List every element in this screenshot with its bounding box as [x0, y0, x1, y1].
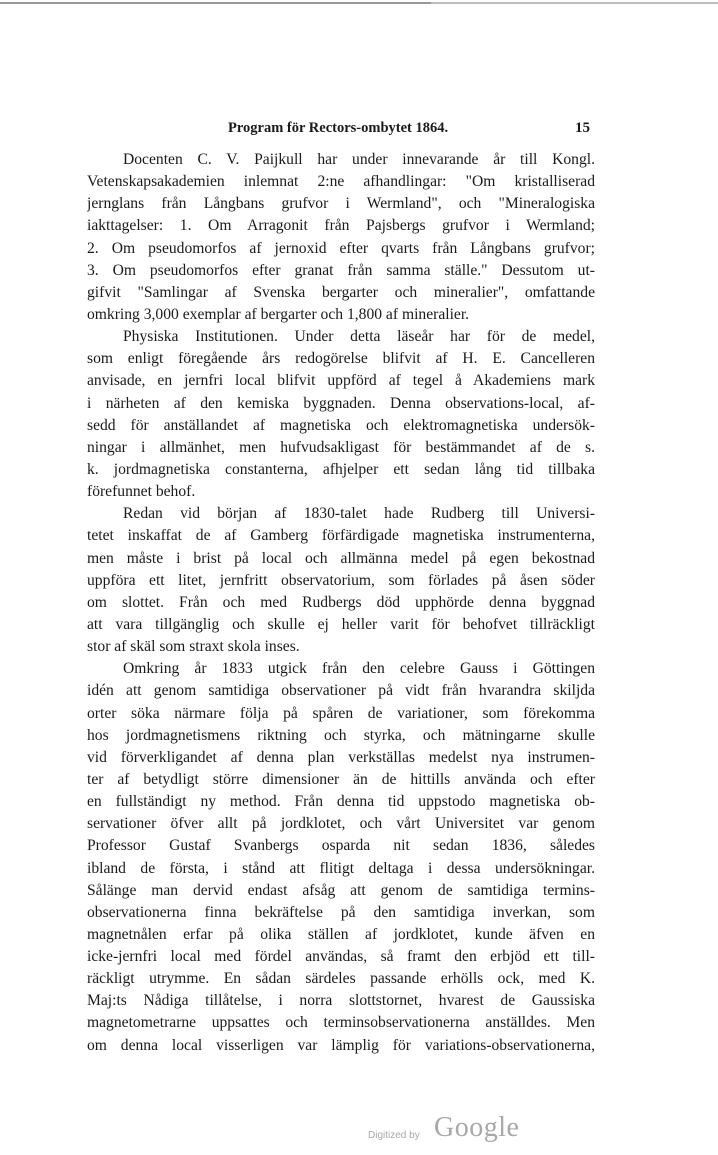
google-logo: Google — [434, 1112, 520, 1143]
text-line: Omkring år 1833 utgick från den celebre Gauss i Göttingen — [123, 660, 595, 678]
text-line: iakttagelser: 1. Om Arragonit från Pajsbergs grufvor i Wermland; — [87, 217, 595, 235]
text-line: men måste i brist på local och allmänna medel på egen bekostnad — [87, 549, 595, 567]
text-line: Redan vid början af 1830-talet hade Rudberg till Universi- — [123, 505, 595, 523]
text-line: Professor Gustaf Svanbergs ospardа nit sedan 1836, således — [87, 837, 595, 855]
text-line: sedd för anställandet af magnetiska och elektromagnetiska undersök- — [87, 416, 595, 434]
running-title: Program för Rectors-ombytet 1864. — [228, 120, 449, 136]
text-line: omkring 3,000 exemplar af bergarter och 1,800 af mineralier. — [87, 305, 470, 323]
text-line: Vetenskapsakademien inlemnat 2:ne afhandlingar: "Om kristalliserad — [87, 173, 595, 191]
text-line: servationer öfver allt på jordklotet, och vårt Universitet var genom — [87, 815, 595, 833]
text-line: som enligt föregående års redogörelse blifvit af H. E. Cancelleren — [87, 350, 595, 368]
digitized-by-label: Digitized by — [368, 1130, 420, 1141]
text-line: ter af betydligt större dimensioner än de hittills använda och efter — [87, 770, 595, 788]
text-line: tetet inskaffat de af Gamberg förfärdigade magnetiska instrumenterna, — [87, 527, 595, 545]
page-number: 15 — [575, 120, 590, 136]
text-line: gifvit "Samlingar af Svenska bergarter och mineralier", omfattande — [87, 283, 595, 301]
running-header — [110, 120, 590, 142]
text-line: jernglans från Långbans grufvor i Wermland", och "Mineralogiska — [87, 195, 595, 213]
text-line: magnetometrarne uppsattes och terminsobservationerna anställdes. Men — [87, 1014, 595, 1032]
text-line: Docenten C. V. Paijkull har under innevarande år till Kongl. — [123, 151, 595, 168]
text-line: ibland de första, i stånd att flitigt deltaga i dessa undersökningar. — [87, 859, 595, 877]
text-line: förefunnet behof. — [87, 483, 196, 501]
text-line: Physiska Institutionen. Under detta läseår har för de medel, — [123, 328, 595, 346]
text-line: ningar i allmänhet, men hufvudsakligast för bestämmandet af de s. — [87, 438, 595, 456]
text-line: hos jordmagnetismens riktning och styrka, och mätningarne skulle — [87, 726, 595, 744]
text-line: om slottet. Från och med Rudbergs död upphörde denna byggnad — [87, 593, 595, 611]
digitization-watermark — [368, 1108, 568, 1146]
text-line: orter söka närmare följa på spåren de variationer, som förekomma — [87, 704, 595, 722]
text-line: k. jordmagnetiska constanterna, afhjelper ett sedan lång tid tillbaka — [87, 460, 595, 478]
text-line: 3. Om pseudomorfos efter granat från samma ställe." Dessutom ut- — [87, 261, 595, 279]
text-line: en fullständigt ny method. Från denna tid uppstodo magnetiska ob- — [87, 793, 595, 811]
text-line: att vara tillgänglig och skulle ej heller varit för behofvet tillräckligt — [87, 615, 595, 633]
text-line: räckligt utrymme. En sådan särdeles passande erhölls ock, med K. — [87, 970, 595, 988]
text-line: idén att genom samtidiga observationer på vidt från hvarandra skiljda — [87, 682, 595, 700]
text-line: icke-jernfri local med fördel användas, så framt den erbjöd ett till- — [87, 948, 595, 966]
text-line: stor af skäl som straxt skola inses. — [87, 638, 300, 656]
top-edge-rule — [0, 2, 718, 4]
text-line: vid förverkligandet af denna plan verkställas medelst nya instrumen- — [87, 748, 595, 766]
text-line: om denna local visserligen var lämplig för variations-observationerna, — [87, 1036, 595, 1054]
body-text — [87, 149, 595, 1057]
text-line: anvisade, en jernfri local blifvit uppförd af tegel å Akademiens mark — [87, 372, 595, 390]
text-line: observationerna finna bekräftelse på den samtidiga inverkan, som — [87, 903, 595, 921]
text-line: i närheten af den kemiska byggnaden. Denna observations-local, af- — [87, 394, 595, 412]
text-line: Sålänge man dervid endast afsåg att genom de samtidiga termins- — [87, 881, 595, 899]
text-line: 2. Om pseudomorfos af jernoxid efter qvarts från Långbans grufvor; — [87, 239, 595, 257]
text-line: magnetnålen erfar på olika ställen af jordklotet, kunde äfven en — [87, 925, 595, 943]
text-line: Maj:ts Nådiga tillåtelse, i norra slottstornet, hvarest de Gaussiska — [87, 992, 595, 1010]
text-line: uppföra ett litet, jernfritt observatorium, som förlades på åsen söder — [87, 571, 595, 589]
